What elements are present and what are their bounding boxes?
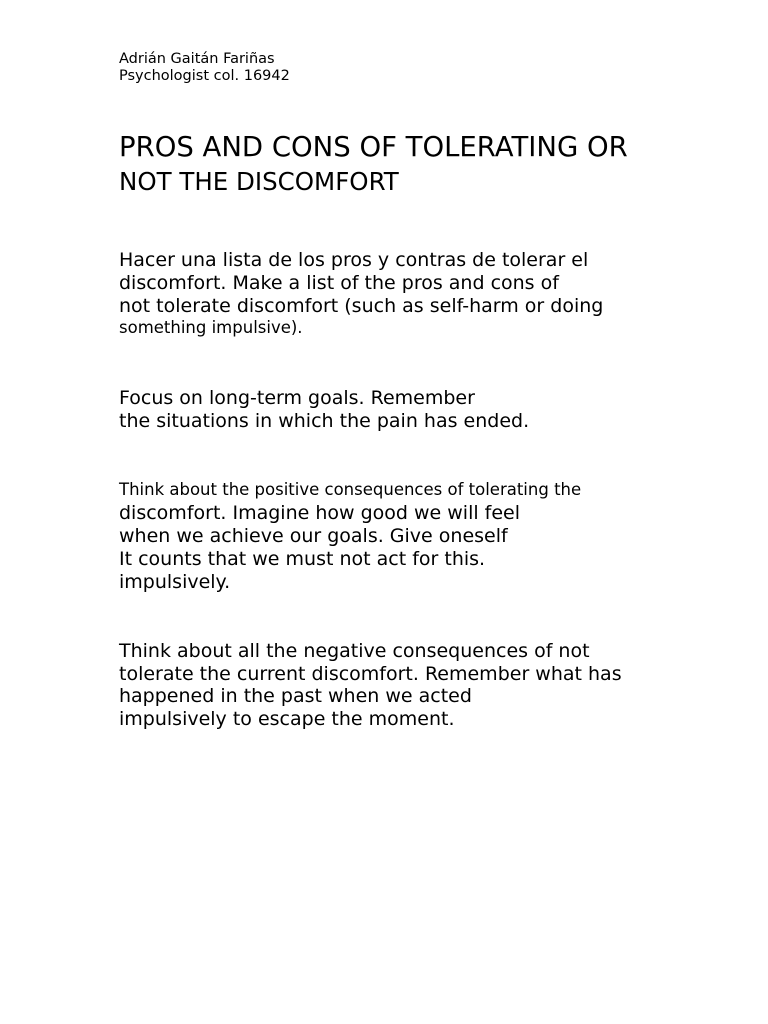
paragraph-4-line-1: Think about all the negative consequences of not [119,640,590,662]
paragraph-1-line-2: discomfort. Make a list of the pros and cons of [119,272,559,294]
document-title-line-1: PROS AND CONS OF TOLERATING OR [119,131,628,163]
paragraph-1-line-1: Hacer una lista de los pros y contras de tolerar el [119,249,589,271]
paragraph-1-line-4: something impulsive). [119,318,303,337]
author-name: Adrián Gaitán Fariñas [119,51,275,67]
author-credential: Psychologist col. 16942 [119,68,290,84]
paragraph-3-line-4: It counts that we must not act for this. [119,548,486,570]
paragraph-3-line-3: when we achieve our goals. Give oneself [119,525,508,547]
paragraph-2-line-1: Focus on long-term goals. Remember [119,387,475,409]
paragraph-4-line-2: tolerate the current discomfort. Remember what has [119,663,622,685]
paragraph-4-line-4: impulsively to escape the moment. [119,708,455,730]
paragraph-2-line-2: the situations in which the pain has ended. [119,410,530,432]
paragraph-3-line-2: discomfort. Imagine how good we will feel [119,502,521,524]
document-title-line-2: NOT THE DISCOMFORT [119,167,399,196]
paragraph-4-line-3: happened in the past when we acted [119,685,472,707]
paragraph-1-line-3: not tolerate discomfort (such as self-harm or doing [119,295,604,317]
paragraph-3-line-1: Think about the positive consequences of tolerating the [119,480,582,499]
paragraph-3-line-5: impulsively. [119,571,231,593]
